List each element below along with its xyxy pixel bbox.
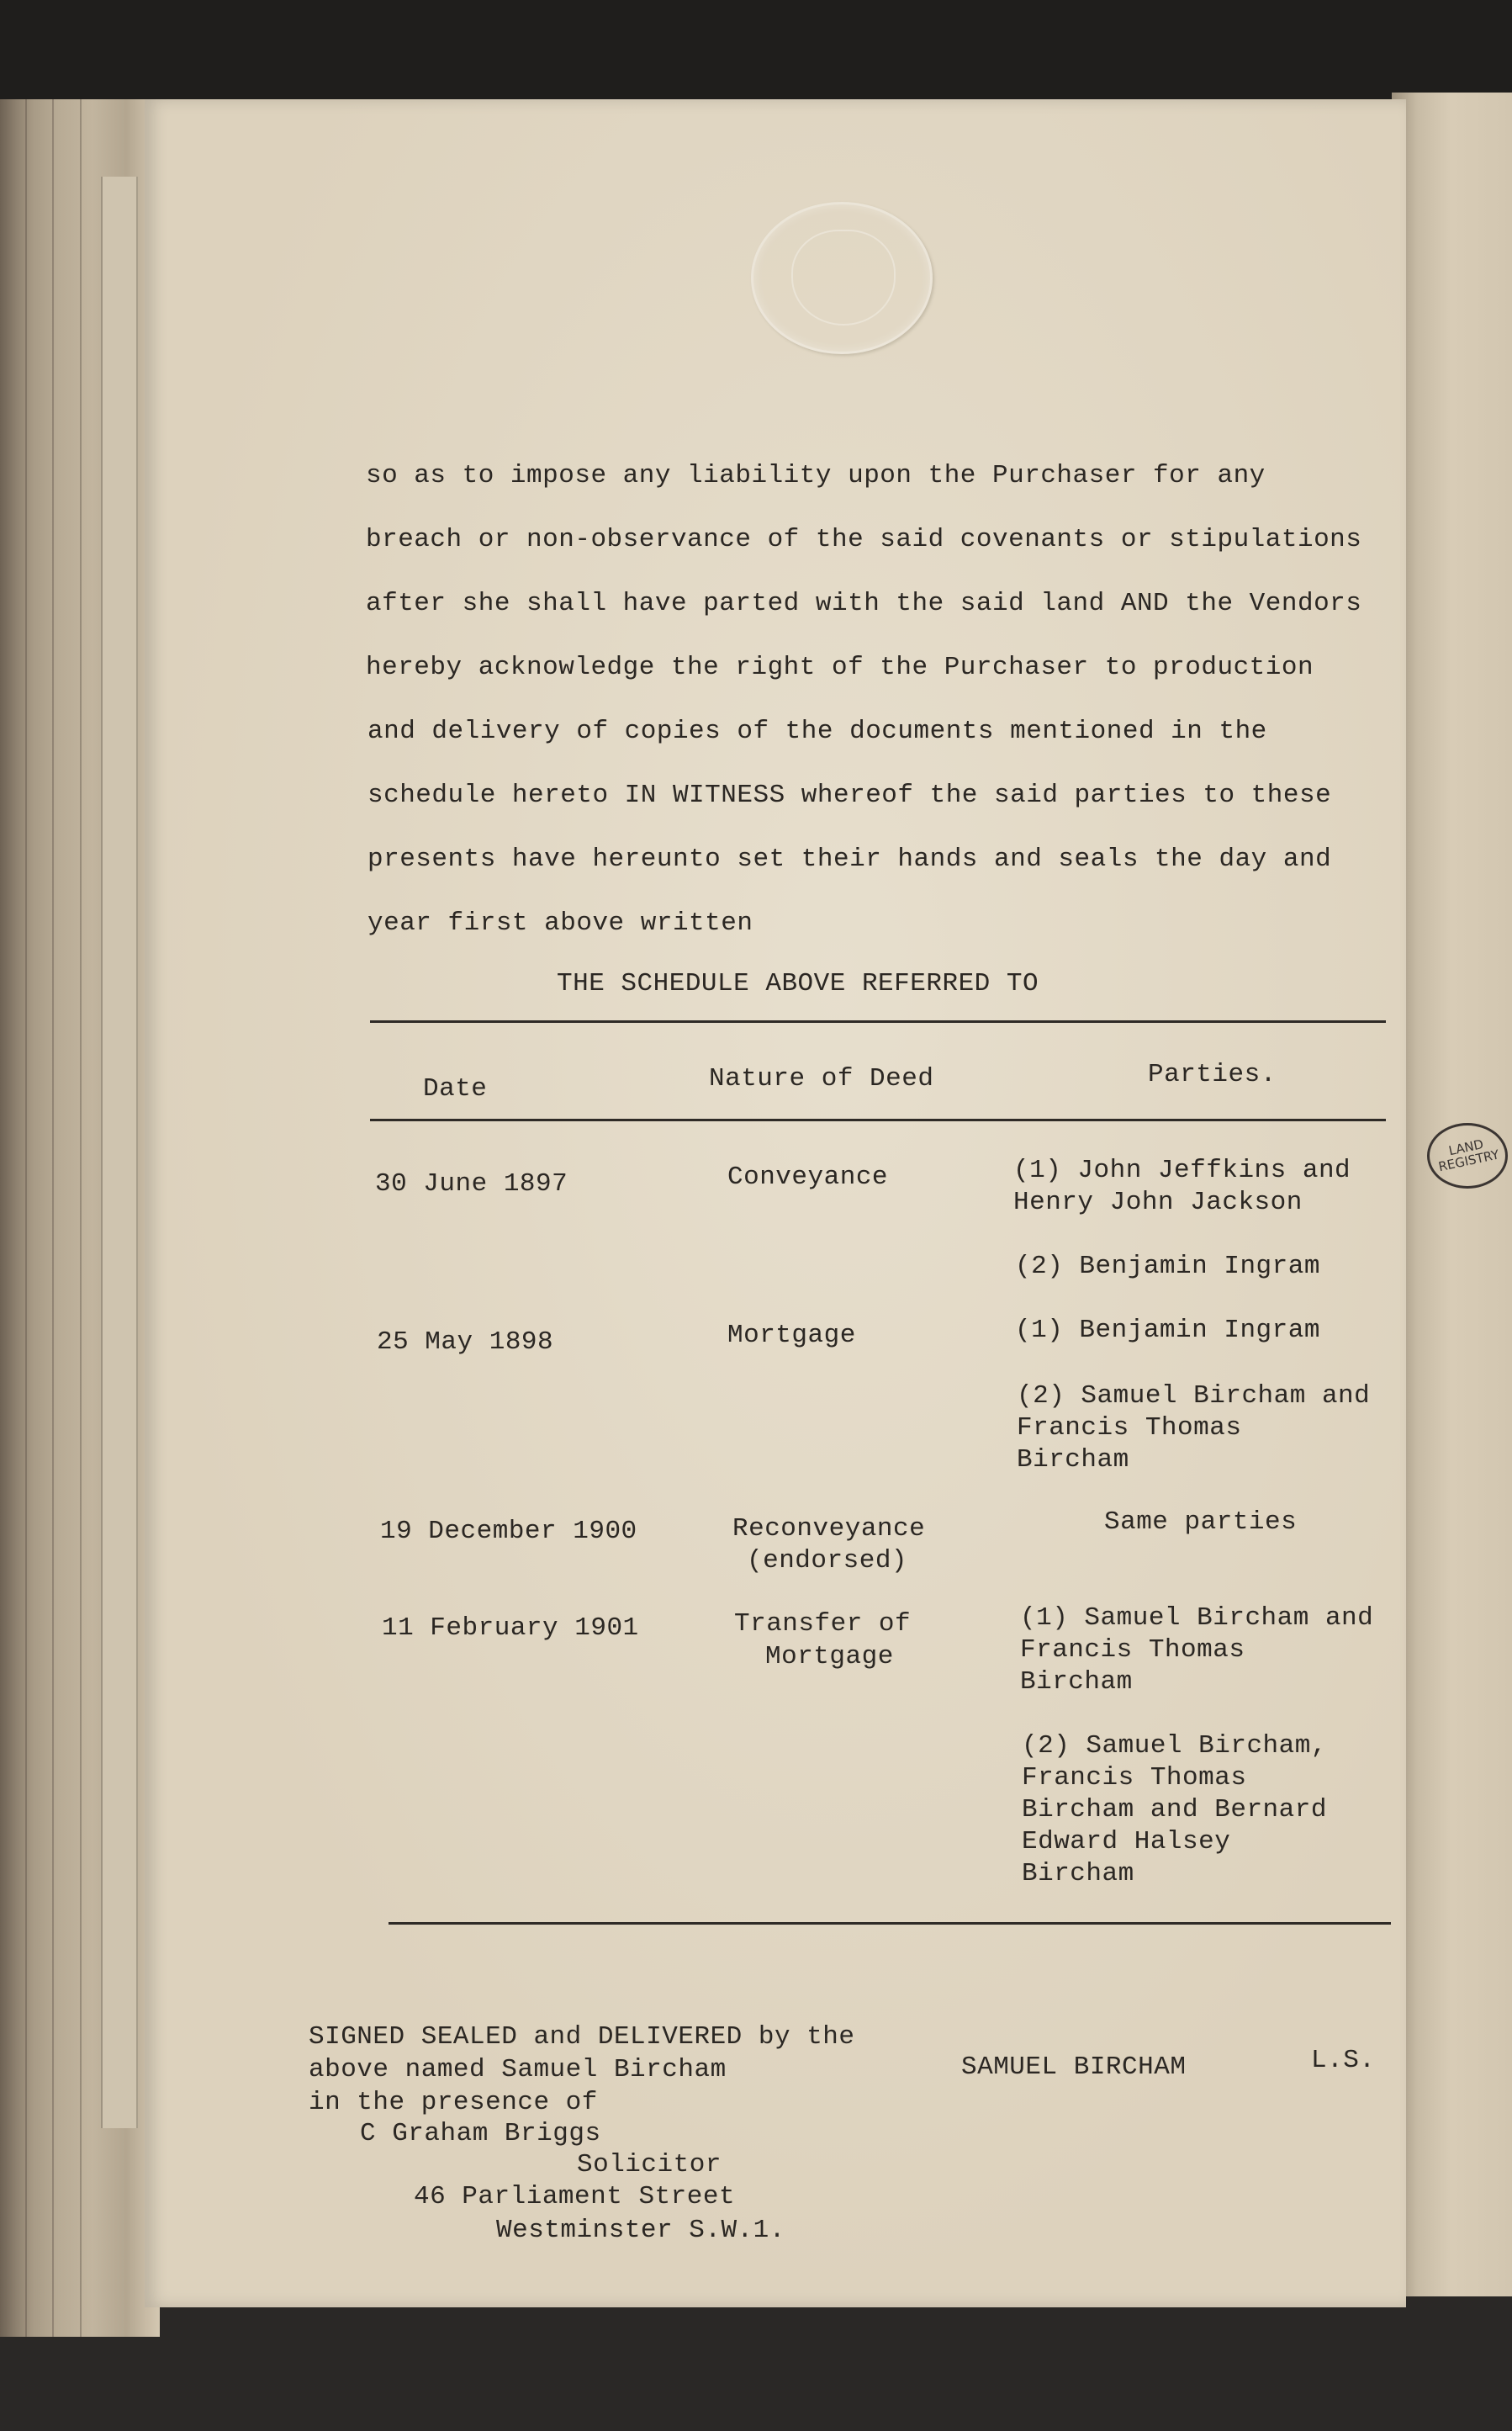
- row-nature: Reconveyance: [732, 1514, 926, 1544]
- row-parties: (1) Samuel Bircham and: [1020, 1603, 1374, 1633]
- body-line: after she shall have parted with the said land AND the Vendors: [366, 589, 1362, 618]
- row-parties: Bircham and Bernard: [1022, 1795, 1327, 1825]
- header-nature-of-deed: Nature of Deed: [709, 1064, 934, 1094]
- witness-address: Westminster S.W.1.: [496, 2216, 785, 2245]
- row-nature: Transfer of: [734, 1609, 912, 1639]
- row-parties: Bircham: [1022, 1859, 1134, 1888]
- page-edge-line: [25, 99, 27, 2337]
- body-line: year first above written: [367, 908, 753, 938]
- body-line: breach or non-observance of the said covenants or stipulations: [366, 525, 1362, 554]
- witness-occupation: Solicitor: [577, 2150, 722, 2179]
- witness-address: 46 Parliament Street: [414, 2182, 736, 2211]
- row-nature: Conveyance: [727, 1163, 889, 1192]
- row-parties: Francis Thomas: [1022, 1763, 1247, 1793]
- witness-name: C Graham Briggs: [360, 2119, 601, 2148]
- signature: SAMUEL BIRCHAM: [961, 2052, 1187, 2082]
- header-rule: [370, 1119, 1386, 1121]
- attestation-line: in the presence of: [309, 2088, 598, 2117]
- row-parties: Bircham: [1017, 1445, 1129, 1475]
- row-date: 11 February 1901: [382, 1613, 639, 1643]
- header-date: Date: [423, 1074, 488, 1104]
- page-tab: [101, 177, 138, 2128]
- row-date: 25 May 1898: [377, 1327, 554, 1357]
- row-date: 30 June 1897: [375, 1169, 568, 1199]
- row-parties: Francis Thomas: [1017, 1413, 1242, 1443]
- seal-mark: L.S.: [1311, 2046, 1376, 2075]
- row-parties: Same parties: [1104, 1507, 1298, 1537]
- row-parties: (1) John Jeffkins and: [1013, 1156, 1351, 1185]
- land-registry-stamp: [1427, 1123, 1508, 1189]
- body-line: schedule hereto IN WITNESS whereof the said parties to these: [367, 781, 1332, 810]
- header-parties: Parties.: [1148, 1060, 1277, 1089]
- row-parties: (1) Benjamin Ingram: [1015, 1316, 1320, 1345]
- row-parties: Edward Halsey: [1022, 1827, 1231, 1856]
- row-nature: Mortgage: [727, 1321, 856, 1350]
- body-line: and delivery of copies of the documents mentioned in the: [367, 717, 1267, 746]
- row-parties: (2) Samuel Bircham and: [1017, 1381, 1371, 1411]
- row-parties: (2) Benjamin Ingram: [1015, 1252, 1320, 1281]
- schedule-title: THE SCHEDULE ABOVE REFERRED TO: [557, 969, 1039, 998]
- row-date: 19 December 1900: [380, 1517, 637, 1546]
- table-top-rule: [370, 1020, 1386, 1023]
- table-bottom-rule: [389, 1922, 1391, 1925]
- row-nature: Mortgage: [765, 1642, 894, 1671]
- attestation-line: SIGNED SEALED and DELIVERED by the: [309, 2022, 855, 2052]
- row-parties: (2) Samuel Bircham,: [1022, 1731, 1327, 1761]
- row-nature: (endorsed): [747, 1546, 908, 1576]
- attestation-line: above named Samuel Bircham: [309, 2055, 727, 2084]
- body-line: so as to impose any liability upon the Purchaser for any: [366, 461, 1266, 490]
- stamp-text: LAND REGISTRY: [1436, 1136, 1501, 1175]
- row-parties: Henry John Jackson: [1013, 1188, 1303, 1217]
- embossed-seal-icon: [751, 202, 933, 354]
- body-line: presents have hereunto set their hands and seals the day and: [367, 845, 1332, 874]
- row-parties: Francis Thomas: [1020, 1635, 1245, 1665]
- body-line: hereby acknowledge the right of the Purchaser to production: [366, 653, 1314, 682]
- page-edge-line: [52, 99, 54, 2337]
- facing-page: [1392, 93, 1512, 2296]
- page-edge-line: [80, 99, 82, 2337]
- backdrop: [0, 0, 1512, 105]
- row-parties: Bircham: [1020, 1667, 1133, 1697]
